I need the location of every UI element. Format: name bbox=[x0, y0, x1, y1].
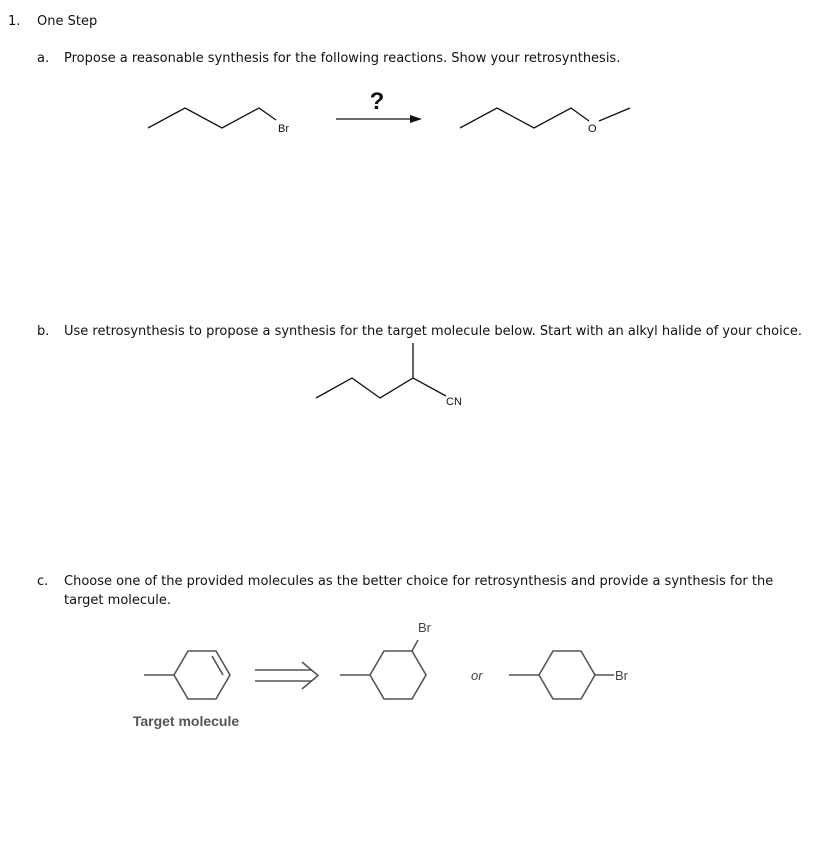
reaction-arrow bbox=[336, 88, 422, 123]
retrosynthesis-arrow bbox=[255, 662, 318, 689]
target-cyclohexene bbox=[144, 651, 230, 699]
part-a-letter: a. bbox=[37, 51, 50, 66]
reactant-br-label: Br bbox=[278, 123, 289, 135]
arrow-question-mark: ? bbox=[369, 88, 385, 115]
option-1-molecule bbox=[340, 620, 432, 699]
product-ether bbox=[460, 108, 630, 135]
nitrile-cn-label: CN bbox=[446, 396, 462, 408]
part-c-letter: c. bbox=[37, 574, 49, 589]
part-b-target-molecule bbox=[316, 343, 462, 408]
part-c-instruction: Choose one of the provided molecules as the better choice for retrosynthesis and provide a synthesis for the target molecule. bbox=[64, 574, 774, 608]
part-a-instruction: Propose a reasonable synthesis for the following reactions. Show your retrosynthesis. bbox=[64, 51, 621, 66]
reactant-bromopentane bbox=[148, 108, 289, 135]
target-molecule-caption: Target molecule bbox=[132, 713, 240, 729]
question-number: 1. bbox=[8, 14, 21, 29]
part-b-instruction: Use retrosynthesis to propose a synthesis for the target molecule below. Start with an alkyl halide of your choice. bbox=[64, 324, 802, 339]
part-b-letter: b. bbox=[37, 324, 50, 339]
option-2-br-label: Br bbox=[615, 668, 628, 683]
option-2-molecule bbox=[509, 651, 629, 699]
question-title: One Step bbox=[37, 14, 98, 29]
option-1-br-label: Br bbox=[418, 620, 431, 635]
product-o-label: O bbox=[588, 123, 597, 135]
or-label: or bbox=[471, 668, 483, 683]
